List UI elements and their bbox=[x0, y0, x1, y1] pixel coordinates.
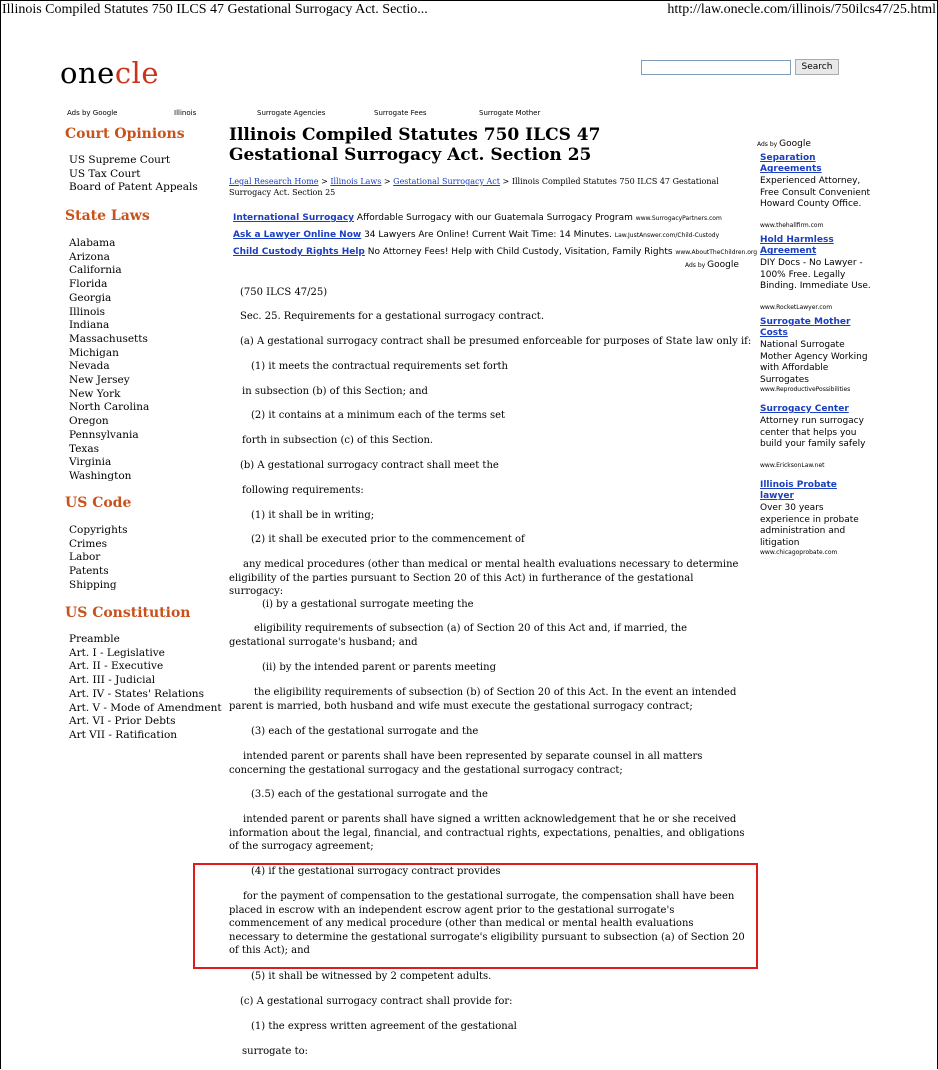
sidebar-link[interactable]: North Carolina bbox=[69, 401, 150, 414]
search-input[interactable] bbox=[641, 60, 791, 75]
right-ad-url[interactable]: www.ReproductivePossibilities bbox=[760, 386, 851, 393]
breadcrumb-separator: > bbox=[318, 177, 331, 186]
state-laws-heading: State Laws bbox=[65, 208, 150, 224]
statute-paragraph: (a) A gestational surrogacy contract shall be presumed enforceable for purposes of State law only if: bbox=[240, 336, 752, 347]
statute-paragraph: (3.5) each of the gestational surrogate and the bbox=[251, 789, 488, 800]
sidebar-link[interactable]: US Tax Court bbox=[69, 167, 141, 180]
ads-by-text: Ads by bbox=[757, 141, 778, 148]
breadcrumb-link-home[interactable]: Legal Research Home bbox=[229, 177, 319, 186]
sidebar-link[interactable]: Labor bbox=[69, 551, 101, 564]
statute-paragraph: intended parent or parents shall have been represented by separate counsel in all matters concerning the gestational surrogacy and the gestational surrogacy contract; bbox=[229, 751, 703, 776]
right-ad-url[interactable]: www.thehallfirm.com bbox=[760, 222, 824, 229]
right-ad-title[interactable]: Separation Agreements bbox=[760, 153, 822, 175]
page-title: Illinois Compiled Statutes 750 ILCS 47 Gestational Surrogacy Act. Section 25 bbox=[229, 125, 601, 165]
ad-link[interactable]: Ask a Lawyer Online Now bbox=[233, 230, 362, 240]
top-ad-link[interactable]: Surrogate Mother bbox=[479, 109, 541, 117]
statute-citation: (750 ILCS 47/25) bbox=[240, 287, 328, 298]
statute-paragraph: (i) by a gestational surrogate meeting the bbox=[262, 599, 474, 610]
statute-paragraph: (4) if the gestational surrogacy contract provides bbox=[251, 866, 501, 877]
right-ads-by-google-label[interactable] bbox=[757, 139, 811, 149]
google-text: Google bbox=[779, 139, 811, 149]
statute-paragraph: (2) it contains at a minimum each of the terms set bbox=[251, 410, 506, 421]
sidebar-link[interactable]: Arizona bbox=[69, 250, 110, 263]
sidebar-link[interactable]: Shipping bbox=[69, 578, 117, 591]
sidebar-link[interactable]: Virginia bbox=[69, 456, 112, 469]
sidebar-link[interactable]: US Supreme Court bbox=[69, 154, 171, 166]
sidebar-link[interactable]: New York bbox=[69, 387, 121, 400]
statute-paragraph: eligibility requirements of subsection (a) of Section 20 of this Act and, if married, the gestational surrogate's husband; and bbox=[229, 623, 688, 648]
sidebar-link[interactable]: Nevada bbox=[69, 360, 110, 373]
statute-paragraph: surrogate to: bbox=[242, 1046, 309, 1057]
sidebar-link[interactable]: Pennsylvania bbox=[69, 428, 139, 441]
sidebar-link[interactable]: Patents bbox=[69, 565, 109, 578]
sidebar-link[interactable]: California bbox=[69, 264, 122, 277]
us-code-list bbox=[69, 524, 127, 593]
sidebar-link[interactable]: Florida bbox=[69, 278, 108, 291]
sidebar-link[interactable]: Art. III - Judicial bbox=[69, 674, 156, 687]
ad-text: 34 Lawyers Are Online! Current Wait Time: 14 Minutes. bbox=[361, 230, 615, 240]
statute-paragraph: for the payment of compensation to the gestational surrogate, the compensation shall have been placed in escrow with an independent escrow agent prior to the gestational surrogate's commencement of any medical procedure (other than medical or mental health evaluations necessary to determine the gestational surrogate's eligibility pursuant to subsection (a) of Section 20 of this Act); and bbox=[229, 891, 745, 957]
right-ad-title[interactable]: Illinois Probate lawyer bbox=[760, 480, 837, 502]
right-ad-body: Experienced Attorney, Free Consult Convenient Howard County Office. bbox=[760, 176, 871, 209]
ads-by-google-label[interactable] bbox=[685, 260, 739, 270]
sidebar-link[interactable]: Art. I - Legislative bbox=[69, 646, 165, 659]
top-ad-link[interactable]: Illinois bbox=[174, 109, 197, 117]
sidebar-link[interactable]: New Jersey bbox=[69, 374, 130, 387]
right-ad-body: Over 30 years experience in probate administration and litigation bbox=[760, 503, 859, 548]
sidebar-link[interactable]: Art. VI - Prior Debts bbox=[69, 715, 176, 728]
statute-paragraph: (2) it shall be executed prior to the commencement of bbox=[251, 534, 525, 545]
sidebar-link[interactable]: Crimes bbox=[69, 537, 107, 550]
statute-paragraph: (5) it shall be witnessed by 2 competent adults. bbox=[251, 971, 492, 982]
statute-paragraph: any medical procedures (other than medical or mental health evaluations necessary to determine eligibility of the parties pursuant to Section 20 of this Act) in furtherance of the gestational surrogacy: bbox=[229, 559, 739, 598]
sidebar-link[interactable]: Georgia bbox=[69, 291, 112, 304]
statute-paragraph: (3) each of the gestational surrogate and the bbox=[251, 726, 479, 737]
sidebar-link[interactable]: Preamble bbox=[69, 633, 120, 645]
right-ad-title[interactable]: Surrogate Mother Costs bbox=[760, 317, 851, 339]
top-ad-link[interactable]: Surrogate Agencies bbox=[257, 109, 326, 117]
statute-paragraph: (ii) by the intended parent or parents meeting bbox=[262, 662, 496, 673]
search-button[interactable]: Search bbox=[795, 59, 839, 75]
statute-paragraph: (b) A gestational surrogacy contract shall meet the bbox=[240, 460, 499, 471]
ad-text: Affordable Surrogacy with our Guatemala Surrogacy Program bbox=[354, 213, 636, 223]
ads-by-text: Ads by bbox=[685, 262, 706, 269]
breadcrumb-current: Illinois Compiled Statutes 750 ILCS 47 Gestational Surrogacy Act. Section 25 bbox=[229, 177, 719, 197]
statute-paragraph: (1) it meets the contractual requirements set forth bbox=[251, 361, 508, 372]
right-ad-url[interactable]: www.RocketLawyer.com bbox=[760, 304, 833, 311]
breadcrumb-link-act[interactable]: Gestational Surrogacy Act bbox=[393, 177, 501, 186]
statute-paragraph: forth in subsection (c) of this Section. bbox=[242, 435, 434, 446]
google-text: Google bbox=[707, 260, 739, 270]
sidebar-link[interactable]: Michigan bbox=[69, 346, 119, 359]
print-title: Illinois Compiled Statutes 750 ILCS 47 Gestational Surrogacy Act. Sectio... bbox=[2, 2, 428, 17]
sidebar-link[interactable]: Art. IV - States' Relations bbox=[69, 687, 204, 700]
breadcrumb-link-illinois-laws[interactable]: Illinois Laws bbox=[330, 177, 382, 186]
sidebar-link[interactable]: Board of Patent Appeals bbox=[69, 181, 198, 194]
ad-url[interactable]: www.AboutTheChildren.org bbox=[675, 249, 758, 256]
text-ad bbox=[233, 212, 722, 225]
us-constitution-list bbox=[69, 633, 222, 743]
top-ad-links bbox=[0, 109, 700, 117]
logo-part-one: one bbox=[60, 56, 115, 90]
breadcrumb-separator: > bbox=[500, 177, 512, 186]
statute-paragraph: the eligibility requirements of subsection (b) of Section 20 of this Act. In the event an intended parent is married, both husband and wife must execute the gestational surrogacy contract; bbox=[229, 687, 737, 712]
right-ad-url[interactable]: www.EricksonLaw.net bbox=[760, 462, 825, 469]
right-ad-title[interactable]: Hold Harmless Agreement bbox=[760, 235, 834, 257]
site-logo[interactable] bbox=[60, 56, 159, 90]
print-header bbox=[0, 0, 938, 18]
us-constitution-heading: US Constitution bbox=[65, 605, 191, 621]
court-opinions-heading: Court Opinions bbox=[65, 126, 185, 142]
ad-link[interactable]: International Surrogacy bbox=[233, 213, 355, 223]
ad-url[interactable]: Law.JustAnswer.com/Child-Custody bbox=[614, 232, 720, 239]
sidebar-link[interactable]: Oregon bbox=[69, 415, 109, 428]
statute-paragraph: (1) the express written agreement of the gestational bbox=[251, 1021, 517, 1032]
right-ad-body: National Surrogate Mother Agency Working with Affordable Surrogates bbox=[760, 340, 868, 385]
sidebar-link[interactable]: Art. II - Executive bbox=[69, 660, 164, 673]
statute-paragraph: (c) A gestational surrogacy contract shall provide for: bbox=[240, 996, 513, 1007]
sidebar-link[interactable]: Illinois bbox=[69, 305, 106, 318]
right-ad-url[interactable]: www.chicagoprobate.com bbox=[760, 549, 838, 556]
ad-link[interactable]: Child Custody Rights Help bbox=[233, 247, 365, 257]
statute-paragraph: (1) it shall be in writing; bbox=[251, 510, 375, 521]
sidebar-link[interactable]: Copyrights bbox=[69, 524, 128, 536]
text-ad bbox=[233, 246, 757, 259]
right-ad-body: DIY Docs - No Lawyer - 100% Free. Legally Binding. Immediate Use. bbox=[760, 258, 871, 291]
right-ad-title[interactable]: Surrogacy Center bbox=[760, 404, 849, 414]
top-ads-by-google: Ads by Google bbox=[67, 109, 118, 117]
ad-text: No Attorney Fees! Help with Child Custody, Visitation, Family Rights bbox=[364, 247, 676, 257]
highlight-box bbox=[193, 863, 758, 969]
text-ad bbox=[233, 229, 719, 242]
sidebar-link[interactable]: Texas bbox=[69, 442, 99, 455]
us-code-heading: US Code bbox=[65, 495, 132, 511]
logo-part-cle: cle bbox=[114, 56, 159, 90]
sidebar-link[interactable]: Art VII - Ratification bbox=[69, 728, 178, 741]
state-laws-list bbox=[69, 237, 149, 484]
print-url: http://law.onecle.com/illinois/750ilcs47/25.html bbox=[667, 2, 936, 17]
top-ad-link[interactable]: Surrogate Fees bbox=[374, 109, 427, 117]
sidebar-link[interactable]: Alabama bbox=[69, 237, 116, 249]
sidebar-link[interactable]: Art. V - Mode of Amendment bbox=[69, 701, 222, 714]
ad-url[interactable]: www.SurrogacyPartners.com bbox=[635, 215, 722, 222]
court-opinions-list bbox=[69, 154, 198, 195]
statute-paragraph: intended parent or parents shall have signed a written acknowledgement that he or she received information about the legal, financial, and contractual rights, expectations, penalties, and obligations of the surrogacy agreement; bbox=[229, 814, 745, 853]
sidebar-link[interactable]: Indiana bbox=[69, 319, 110, 332]
breadcrumb-separator: > bbox=[381, 177, 394, 186]
sidebar-link[interactable]: Massachusetts bbox=[69, 332, 148, 345]
statute-paragraph: in subsection (b) of this Section; and bbox=[242, 386, 428, 397]
statute-paragraph: following requirements: bbox=[242, 485, 364, 496]
breadcrumb bbox=[229, 176, 719, 198]
section-heading: Sec. 25. Requirements for a gestational surrogacy contract. bbox=[240, 311, 544, 322]
right-ad-body: Attorney run surrogacy center that helps you build your family safely bbox=[760, 416, 866, 449]
sidebar-link[interactable]: Washington bbox=[69, 469, 132, 482]
